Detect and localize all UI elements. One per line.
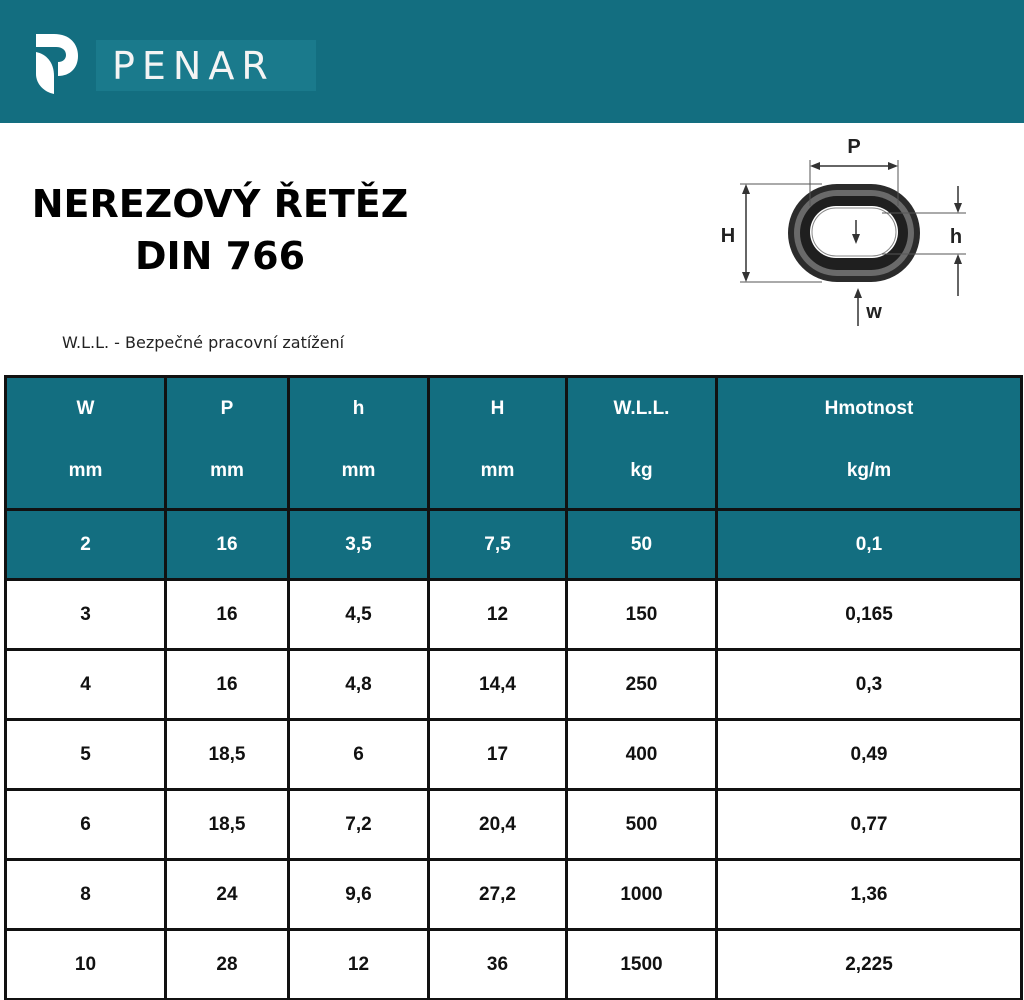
- cell-p: 24: [166, 860, 289, 930]
- cell-weight: 2,225: [717, 930, 1022, 1000]
- col-header-weight: Hmotnost kg/m: [717, 377, 1022, 510]
- label-h-outer: H: [720, 225, 736, 247]
- cell-h-outer: 17: [429, 720, 567, 790]
- chain-link-diagram: [712, 130, 982, 330]
- table-row: [6, 580, 1022, 650]
- wll-definition: W.L.L. - Bezpečné pracovní zatížení: [62, 333, 345, 352]
- cell-w: 6: [6, 790, 166, 860]
- cell-wll: 250: [567, 650, 717, 720]
- col-header-h-outer: H mm: [429, 377, 567, 510]
- cell-p: 28: [166, 930, 289, 1000]
- cell-h-inner: 9,6: [289, 860, 429, 930]
- cell-w: 5: [6, 720, 166, 790]
- cell-weight: 0,1: [717, 510, 1022, 580]
- cell-w: 8: [6, 860, 166, 930]
- header-bar: [0, 0, 1024, 123]
- cell-h-inner: 4,5: [289, 580, 429, 650]
- header-row: [6, 377, 1022, 510]
- cell-weight: 1,36: [717, 860, 1022, 930]
- label-w: w: [866, 301, 882, 323]
- cell-wll: 500: [567, 790, 717, 860]
- cell-p: 16: [166, 580, 289, 650]
- cell-h-inner: 3,5: [289, 510, 429, 580]
- col-header-w: W mm: [6, 377, 166, 510]
- cell-h-outer: 7,5: [429, 510, 567, 580]
- cell-w: 2: [6, 510, 166, 580]
- cell-weight: 0,77: [717, 790, 1022, 860]
- cell-w: 10: [6, 930, 166, 1000]
- cell-wll: 1500: [567, 930, 717, 1000]
- cell-w: 3: [6, 580, 166, 650]
- cell-h-inner: 4,8: [289, 650, 429, 720]
- cell-h-outer: 14,4: [429, 650, 567, 720]
- cell-p: 16: [166, 510, 289, 580]
- cell-h-outer: 20,4: [429, 790, 567, 860]
- label-h-inner: h: [949, 226, 963, 248]
- cell-p: 18,5: [166, 720, 289, 790]
- col-header-h-inner: h mm: [289, 377, 429, 510]
- cell-wll: 400: [567, 720, 717, 790]
- table-row: [6, 790, 1022, 860]
- penar-logo-icon: [34, 32, 80, 96]
- cell-wll: 50: [567, 510, 717, 580]
- table-row: [6, 930, 1022, 1000]
- cell-p: 18,5: [166, 790, 289, 860]
- brand-name[interactable]: PENAR: [112, 44, 275, 88]
- table-row: [6, 510, 1022, 580]
- cell-h-inner: 6: [289, 720, 429, 790]
- cell-h-inner: 12: [289, 930, 429, 1000]
- cell-weight: 0,3: [717, 650, 1022, 720]
- label-p: P: [847, 136, 861, 158]
- cell-h-outer: 27,2: [429, 860, 567, 930]
- table-row: [6, 860, 1022, 930]
- table-row: [6, 720, 1022, 790]
- cell-w: 4: [6, 650, 166, 720]
- chain-link-icon: [788, 184, 920, 282]
- cell-weight: 0,49: [717, 720, 1022, 790]
- table-row: [6, 650, 1022, 720]
- chain-spec-table: [4, 375, 1023, 1000]
- cell-wll: 1000: [567, 860, 717, 930]
- page-title: [30, 178, 410, 282]
- cell-wll: 150: [567, 580, 717, 650]
- cell-h-inner: 7,2: [289, 790, 429, 860]
- cell-h-outer: 36: [429, 930, 567, 1000]
- cell-weight: 0,165: [717, 580, 1022, 650]
- title-line-2: DIN 766: [134, 234, 306, 278]
- cell-p: 16: [166, 650, 289, 720]
- title-line-1: NEREZOVÝ ŘETĚZ: [31, 182, 409, 226]
- cell-h-outer: 12: [429, 580, 567, 650]
- col-header-wll: W.L.L. kg: [567, 377, 717, 510]
- col-header-p: P mm: [166, 377, 289, 510]
